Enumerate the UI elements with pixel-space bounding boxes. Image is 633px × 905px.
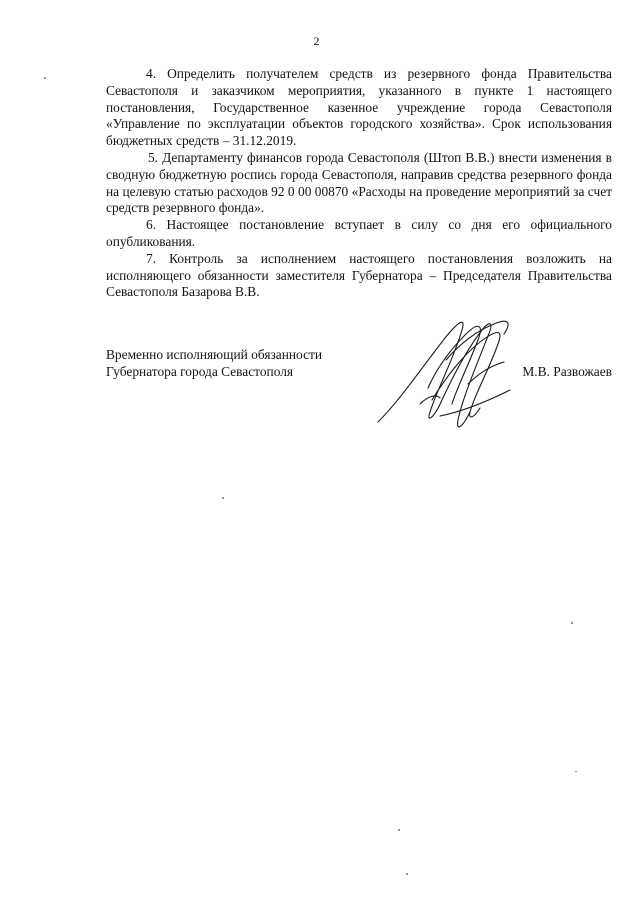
paragraph-4: 4. Определить получателем средств из резервного фонда Правительства Севастополя и заказчиком мероприятия, указанного в пункте 1 настоящего постановления, Государственное казенное учреждение города Севастополя «Управление по эксплуатации объектов городского хозяйства». Срок использования бюджетных средств – 31.12.2019. [106,66,612,149]
scan-speck [222,497,224,499]
signatory-title [106,346,366,380]
page-number: 2 [313,34,320,48]
scan-speck [44,77,46,79]
document-body [106,66,612,301]
scan-speck [571,622,573,624]
paragraph-7: 7. Контроль за исполнением настоящего постановления возложить на исполняющего обязанности заместителя Губернатора – Председателя Правительства Севастополя Базарова В.В. [106,250,612,300]
paragraph-5: 5. Департаменту финансов города Севастополя (Штоп В.В.) внести изменения в сводную бюджетную роспись города Севастополя, направив средства резервного фонда на целевую статью расходов 92 0 00 00870 «Расходы на проведение мероприятий за счет средств резервного фонда». [106,149,612,216]
paragraph-6: 6. Настоящее постановление вступает в силу со дня его официального опубликования. [106,217,612,249]
scan-speck [406,873,408,875]
scan-speck [398,829,400,831]
signatory-title-line-1: Временно исполняющий обязанности [106,347,323,362]
signatory-name: М.В. Развожаев [522,364,612,379]
handwritten-signature-icon [370,300,540,440]
signatory-title-line-2: Губернатора города Севастополя [106,364,294,379]
scan-speck [575,771,577,772]
